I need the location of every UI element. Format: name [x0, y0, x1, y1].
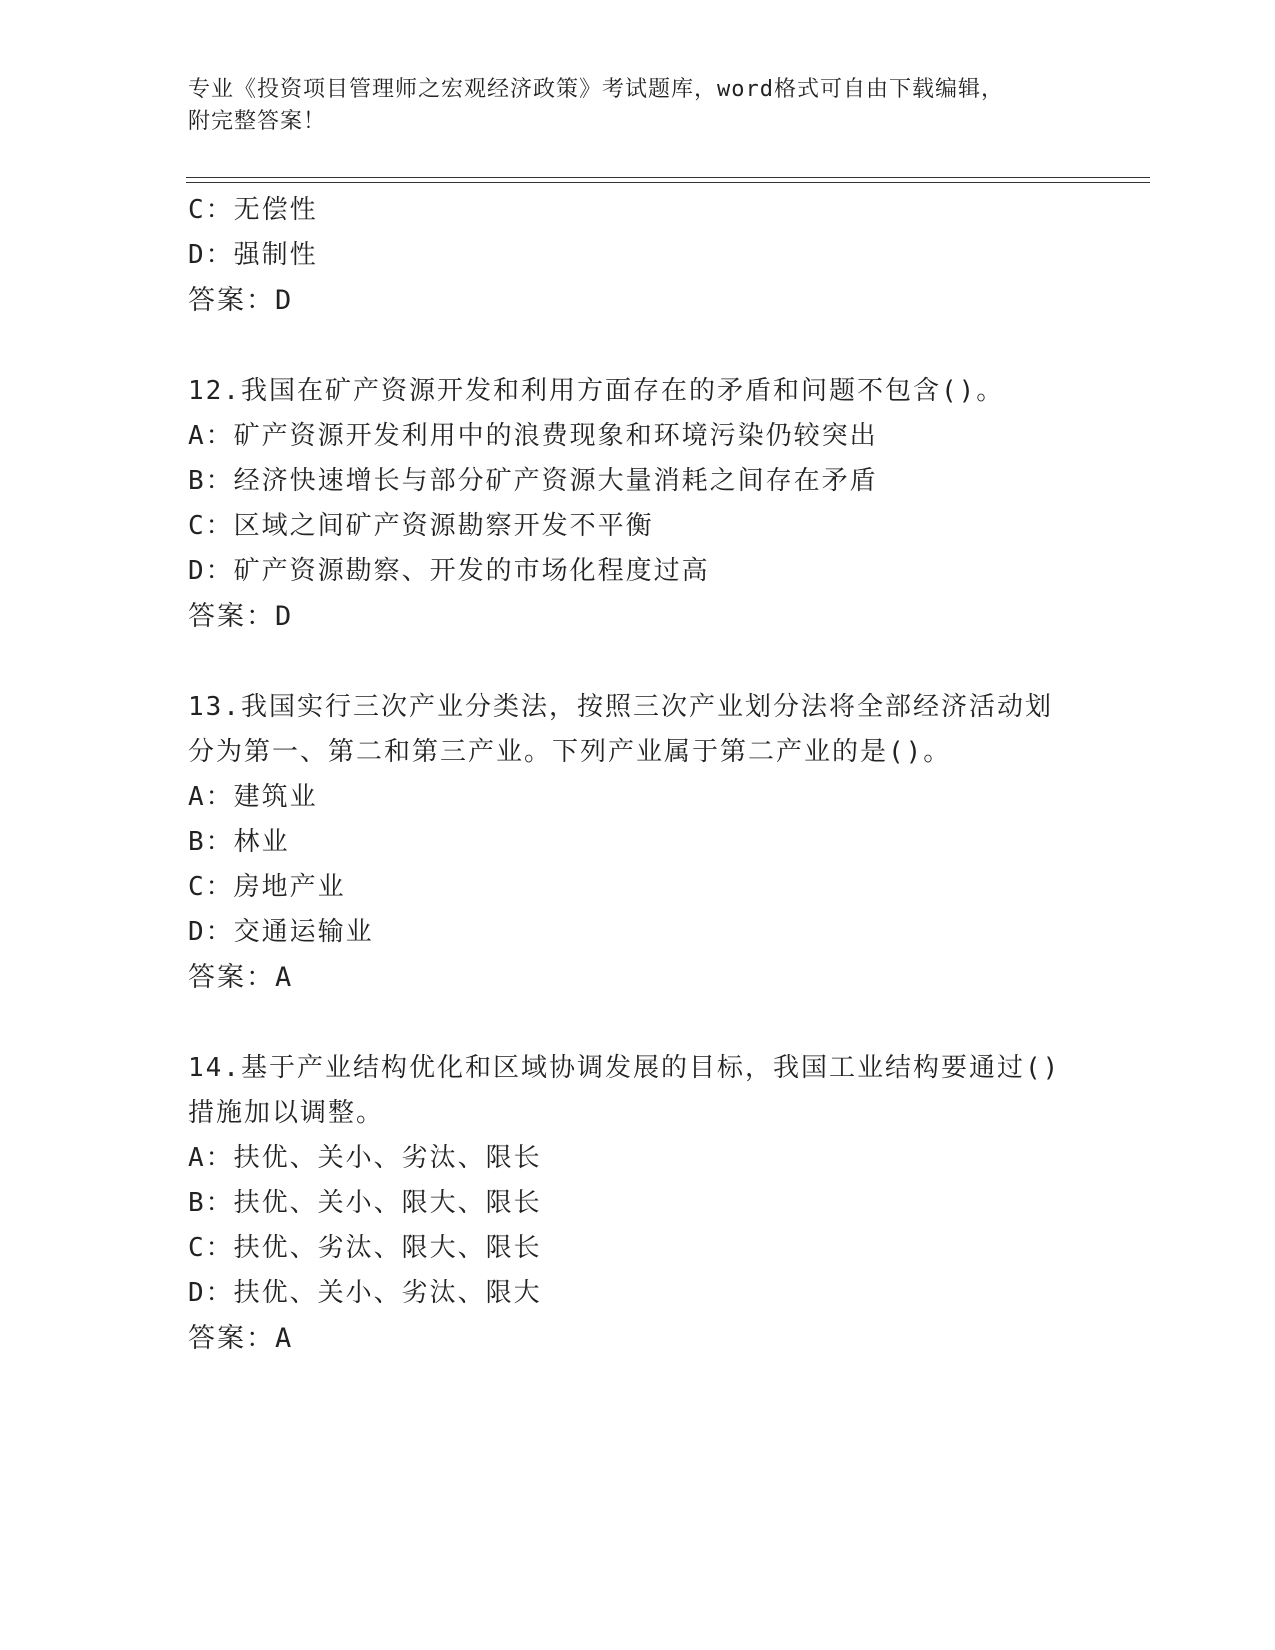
option-line: B：经济快速增长与部分矿产资源大量消耗之间存在矛盾 [188, 466, 878, 496]
option-line: C：房地产业 [188, 872, 346, 902]
option-line: B：扶优、关小、限大、限长 [188, 1188, 542, 1218]
answer-line: 答案：A [188, 1323, 294, 1354]
question-block [188, 1046, 1148, 1362]
answer-line: 答案：D [188, 601, 294, 632]
header-line-2: 附完整答案！ [188, 109, 327, 134]
question-text: 分为第一、第二和第三产业。下列产业属于第二产业的是()。 [188, 737, 952, 767]
question-block [188, 685, 1148, 1001]
question-text: 措施加以调整。 [188, 1098, 385, 1128]
answer-line: 答案：D [188, 285, 294, 316]
question-block [188, 369, 1148, 640]
question-text: 12.我国在矿产资源开发和利用方面存在的矛盾和问题不包含()。 [188, 376, 1005, 406]
option-line: D：矿产资源勘察、开发的市场化程度过高 [188, 556, 710, 586]
page-header [188, 74, 1088, 138]
question-text: 14.基于产业结构优化和区域协调发展的目标，我国工业结构要通过() [188, 1053, 1061, 1083]
header-line-1: 专业《投资项目管理师之宏观经济政策》考试题库，word格式可自由下载编辑， [188, 77, 1004, 102]
option-line: D：扶优、关小、劣汰、限大 [188, 1278, 542, 1308]
question-text: 13.我国实行三次产业分类法，按照三次产业划分法将全部经济活动划 [188, 692, 1053, 722]
option-line: D：强制性 [188, 240, 318, 270]
option-line: B：林业 [188, 827, 290, 857]
header-rule-top [186, 177, 1150, 178]
header-rule-bottom [186, 182, 1150, 183]
question-list [188, 188, 1148, 1407]
option-line: A：建筑业 [188, 782, 318, 812]
option-line: A：矿产资源开发利用中的浪费现象和环境污染仍较突出 [188, 421, 878, 451]
option-line: A：扶优、关小、劣汰、限长 [188, 1143, 542, 1173]
option-line: C：扶优、劣汰、限大、限长 [188, 1233, 542, 1263]
option-line: C：无偿性 [188, 195, 318, 225]
option-line: D：交通运输业 [188, 917, 374, 947]
answer-line: 答案：A [188, 962, 294, 993]
question-block [188, 188, 1148, 324]
option-line: C：区域之间矿产资源勘察开发不平衡 [188, 511, 654, 541]
